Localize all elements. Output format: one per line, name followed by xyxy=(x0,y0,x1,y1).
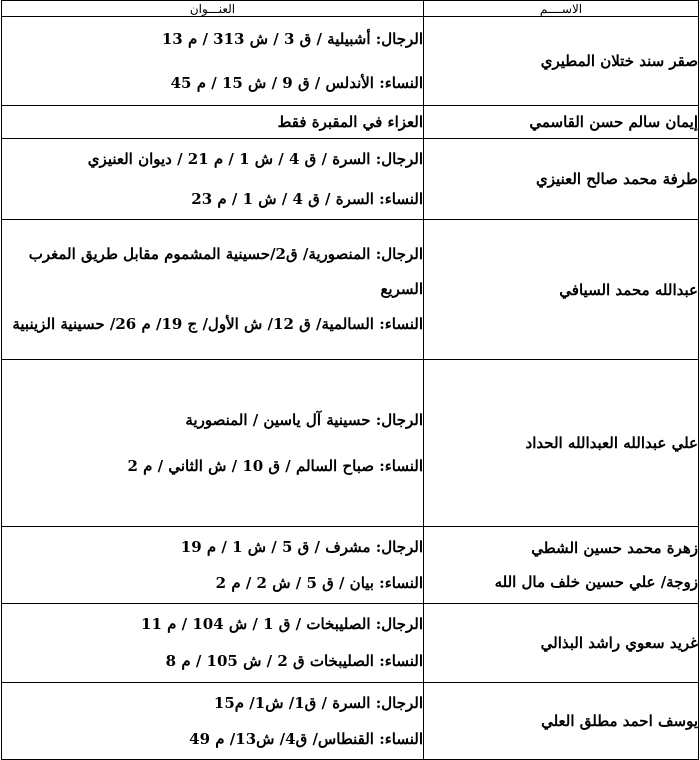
table-row xyxy=(2,527,699,604)
address-cell xyxy=(2,604,424,683)
address-cell xyxy=(2,360,424,527)
name-cell xyxy=(424,220,699,360)
women-address: النساء: السرة / ق 4 / ش 1 / م 23 xyxy=(191,190,423,208)
table-row xyxy=(2,683,699,760)
table-row xyxy=(2,17,699,106)
deceased-name: علي عبدالله العبدالله الحداد xyxy=(525,434,698,452)
deceased-name: إيمان سالم حسن القاسمي xyxy=(529,113,698,131)
name-cell xyxy=(424,17,699,106)
address-cell xyxy=(2,139,424,220)
header-address: العنـــوان xyxy=(2,1,424,17)
name-cell xyxy=(424,360,699,527)
women-address: النساء: الأندلس / ق 9 / ش 15 / م 45 xyxy=(170,74,423,92)
deceased-name: غريد سعوي راشد البذالي xyxy=(540,634,698,652)
deceased-name: صقر سند ختلان المطيري xyxy=(540,52,698,70)
deceased-name: عبدالله محمد السيافي xyxy=(559,280,698,299)
women-address: النساء: الصليبخات ق 2 / ش 105 / م 8 xyxy=(165,652,423,670)
women-address: النساء: السالمية/ ق 12/ ش الأول/ ج 19/ م 26/ حسينية الزينبية xyxy=(12,315,423,333)
men-address: الرجال: الصليبخات / ق 1 / ش 104 / م 11 xyxy=(141,615,423,633)
men-address: الرجال: السرة / ق 4 / ش 1 / م 21 / ديوان العنيزي xyxy=(87,150,423,168)
condolence-note: العزاء في المقبرة فقط xyxy=(277,113,423,131)
header-row xyxy=(2,1,699,17)
spouse-line: زوجة/ علي حسين خلف مال الله xyxy=(494,573,698,591)
name-cell xyxy=(424,527,699,604)
men-address: الرجال: أشبيلية / ق 3 / ش 313 / م 13 xyxy=(161,30,423,48)
address-cell xyxy=(2,17,424,106)
table-row xyxy=(2,360,699,527)
deceased-name: طرفة محمد صالح العنيزي xyxy=(536,170,698,188)
women-address: النساء: القنطاس/ ق4/ ش13/ م 49 xyxy=(189,730,423,748)
men-address: الرجال: المنصورية/ ق2/حسينية المشموم مقابل طريق المغرب السريع xyxy=(28,245,423,298)
header-name: الاســــم xyxy=(424,1,699,17)
table-row xyxy=(2,106,699,139)
men-address: الرجال: السرة / ق1/ ش1/ م15 xyxy=(213,694,423,712)
obituary-table xyxy=(1,0,699,760)
address-cell xyxy=(2,527,424,604)
women-address: النساء: بيان / ق 5 / ش 2 / م 2 xyxy=(215,574,423,592)
address-cell xyxy=(2,106,424,139)
name-cell xyxy=(424,139,699,220)
name-cell xyxy=(424,106,699,139)
table-row xyxy=(2,139,699,220)
deceased-name: يوسف احمد مطلق العلي xyxy=(541,712,698,730)
name-cell xyxy=(424,683,699,760)
name-cell xyxy=(424,604,699,683)
men-address: الرجال: حسينية آل ياسين / المنصورية xyxy=(185,411,423,429)
table-row xyxy=(2,220,699,360)
women-address: النساء: صباح السالم / ق 10 / ش الثاني / م 2 xyxy=(127,457,423,475)
deceased-name: زهرة محمد حسين الشطي xyxy=(531,539,698,557)
men-address: الرجال: مشرف / ق 5 / ش 1 / م 19 xyxy=(180,538,423,556)
address-cell xyxy=(2,220,424,360)
table-row xyxy=(2,604,699,683)
address-cell xyxy=(2,683,424,760)
